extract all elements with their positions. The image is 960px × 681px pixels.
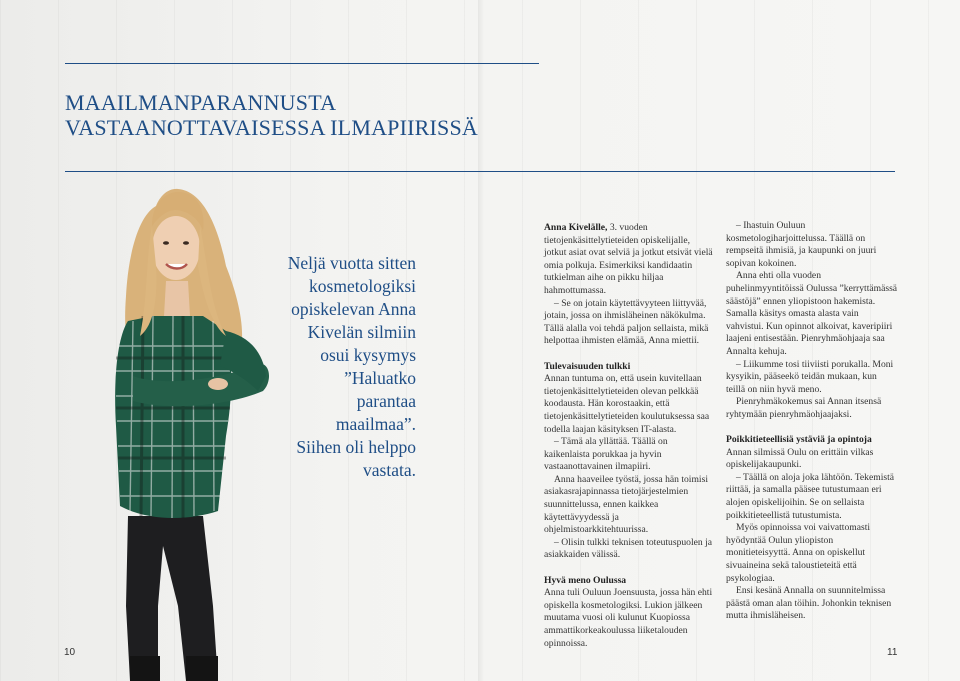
lead-line: kosmetologiksi — [309, 276, 416, 296]
intro-name: Anna Kivelälle, — [544, 222, 608, 233]
intro-paragraph — [544, 222, 714, 298]
lead-line: Siihen oli helppo — [296, 437, 416, 457]
top-rule — [65, 63, 539, 64]
lead-line: ”Haluatko — [344, 368, 416, 388]
body-paragraph: – Liikumme tosi tiiviisti porukalla. Moni kysyikin, pääseekö teidän mukaan, kun teillä on niin hyvä meno. — [726, 358, 894, 395]
body-paragraph: – Se on jotain käytettävyyteen liittyvää, jotain, jossa on ihmisläheinen näkökulma. Tällä alalla voi tehdä paljon sellaista, mikä helpottaa ihmisten elämää, Anna miettii. — [544, 297, 709, 347]
section-heading: Poikkitieteellisiä ystäviä ja opintoja — [726, 434, 872, 446]
lead-line: opiskelevan Anna — [291, 299, 416, 319]
page-number-right: 11 — [887, 647, 898, 658]
page-number-left: 10 — [64, 647, 76, 658]
body-paragraph: – Täällä on aloja joka lähtöön. Tekemistä riittää, ja samalla pääsee tutustumaan eri alojen opiskelijoihin. Se on sellaista poikkitieteellistä tutustumista. — [726, 471, 895, 521]
body-paragraph: Anna haaveilee työstä, jossa hän toimisi asiakasrajapinnassa tietojärjestelmien suunnittelussa, ennen kaikkea käytettävyydessä ja ohjelmistoarkkitehtuurissa. — [544, 473, 708, 536]
body-paragraph: Myös opinnoissa voi vaivattomasti hyödyntää Oulun yliopiston monitieteisyyttä. Anna on opiskellut sivuaineina sekä taloustieteitä että psykologiaa. — [726, 522, 871, 584]
body-paragraph: Annan silmissä Oulu on erittäin vilkas opiskelijakaupunki. — [726, 446, 874, 471]
body-paragraph: Annan tuntuma on, että usein kuvitellaan tietojenkäsittelytieteiden olevan pelkkää koodausta. Hän korostaakin, että tietojenkäsittelytieteiden koulutuksessa saa todella laajan käsityksen IT-alasta. — [544, 373, 710, 435]
lead-line: osui kysymys — [320, 345, 416, 365]
article-column-1 — [544, 222, 714, 650]
lead-line: parantaa — [356, 391, 416, 411]
lead-line: vastata. — [363, 460, 416, 480]
intro-text: 3. vuoden tietojenkäsittelytieteiden opiskelijalle, jotkut asiat ovat selviä ja jotkut etsivät vielä omia polkuja. Esimerkiksi kandidaatin tutkielman aihe on pikku hiljaa hahmottumassa. — [544, 222, 713, 296]
section-heading: Tulevaisuuden tulkki — [544, 360, 631, 372]
title-line-2: VASTAANOTTAVAISESSA ILMAPIIRISSÄ — [65, 115, 479, 140]
body-paragraph: – Tämä ala yllättää. Täällä on kaikenlaista porukkaa ja hyvin vastaanottavainen ilmapiiri. — [544, 436, 668, 473]
lead-line: Neljä vuotta sitten — [287, 253, 416, 273]
lead-line: maailmaa”. — [335, 414, 416, 434]
body-paragraph: Anna tuli Ouluun Joensuusta, jossa hän ehti opiskella kosmetologiksi. Lukion jälkeen muutama vuosi oli kulunut Kuopiossa ammattikorkeakoulussa liiketalouden opinnoissa. — [544, 587, 713, 649]
body-paragraph: Pienryhmäkokemus sai Annan itsensä ryhtymään pienryhmäohjaajaksi. — [726, 396, 882, 420]
body-paragraph: – Ihastuin Ouluun kosmetologiharjoittelussa. Täällä on rempseitä ihmisiä, ja kaupunki on juuri sopivan kokoinen. — [726, 220, 877, 269]
lead-line: Kivelän silmiin — [307, 322, 416, 342]
body-paragraph: Ensi kesänä Annalla on suunnitelmissa päästä oman alan töihin. Johonkin teknisen mutta ihmisläheisen. — [726, 585, 892, 622]
article-title — [65, 90, 478, 140]
title-rule — [65, 171, 895, 172]
section-heading: Hyvä meno Oulussa — [544, 574, 627, 586]
page-gutter — [478, 0, 484, 681]
article-column-2 — [726, 220, 898, 623]
student-portrait — [108, 186, 278, 681]
body-paragraph: Anna ehti olla vuoden puhelinmyyntitöissä Oulussa ”kerryttämässä säästöjä” ennen yliopistoon hakemista. Samalla käsitys omasta alasta vain vahvistui. Kun opinnot alkoivat, kaveripiiri laajeni entisestään. Pienryhmäohjaaja saa Annalta kehuja. — [726, 270, 898, 357]
body-paragraph: – Olisin tulkki teknisen toteutuspuolen ja asiakkaiden välissä. — [544, 536, 713, 561]
title-line-1: MAAILMANPARANNUSTA — [65, 90, 337, 115]
